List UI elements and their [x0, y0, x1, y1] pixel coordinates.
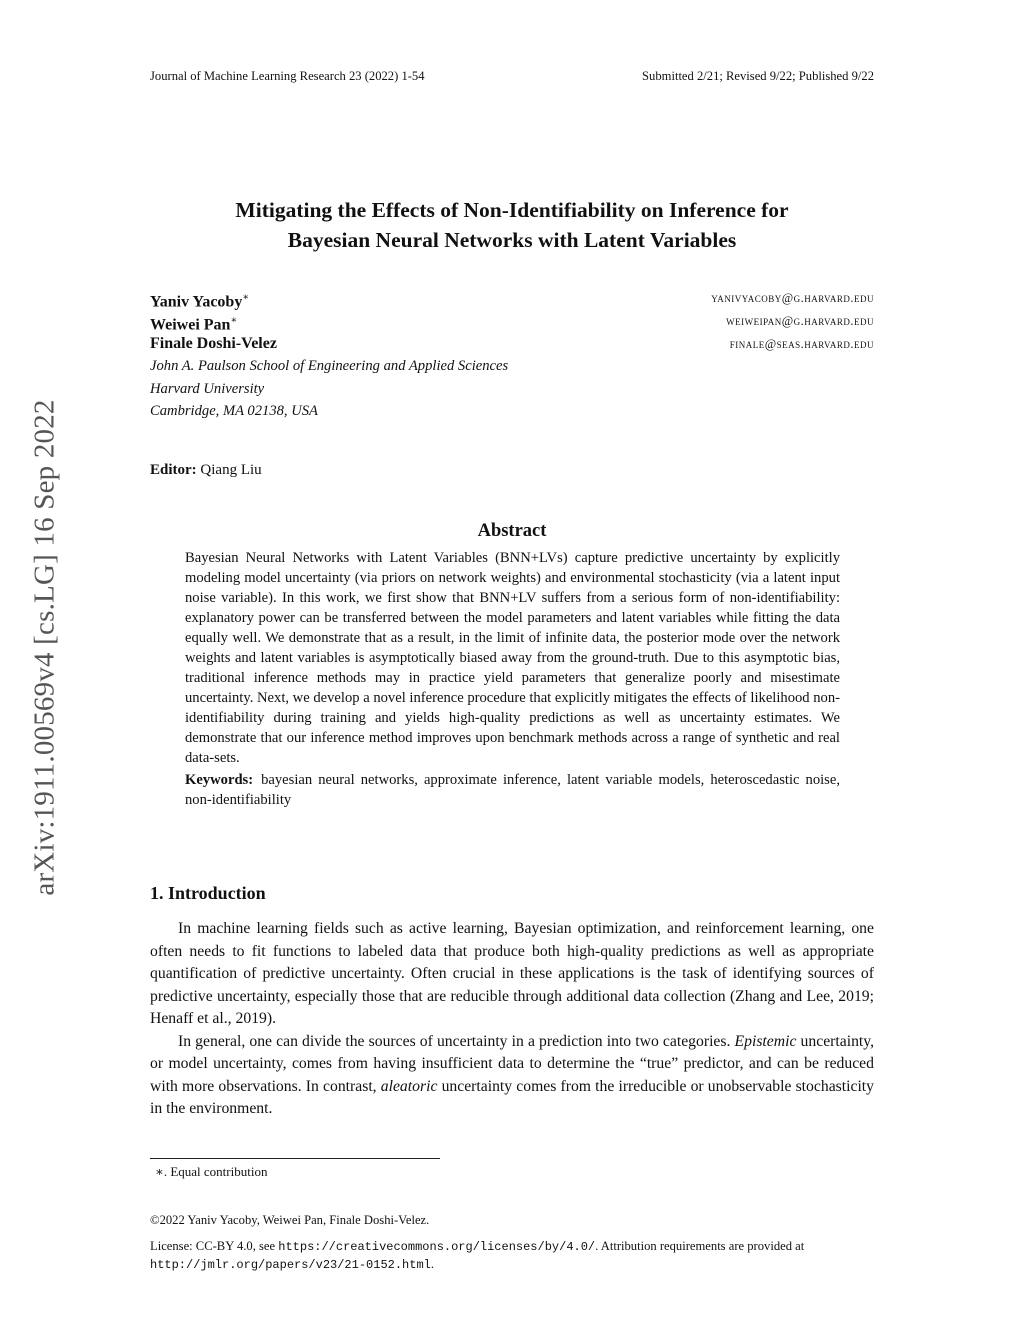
author-name [150, 311, 237, 335]
author-email[interactable]: weiweipan@g.harvard.edu [726, 314, 874, 328]
arxiv-identifier[interactable]: arXiv:1911.00569v4 [cs.LG] 16 Sep 2022 [28, 398, 61, 896]
abstract-body [185, 548, 840, 810]
intro-paragraph-2 [150, 1031, 874, 1121]
intro-paragraph-1: In machine learning fields such as active learning, Bayesian optimization, and reinforcement learning, one often needs to fit functions to labeled data that produce both high-quality predictions as well as appropriate quantification of predictive uncertainty. Often crucial in these applications is the task of identifying sources of predictive uncertainty, especially those that are reducible through additional data collection (Zhang and Lee, 2019; Henaff et al., 2019). [150, 920, 874, 1027]
journal-running-head: Journal of Machine Learning Research 23 (2022) 1-54 [150, 69, 425, 83]
editor-line [150, 460, 262, 480]
intro-p2-text-c: uncertainty comes from the irreducible or unobservable stochasticity in the environment. [150, 1077, 875, 1117]
author-name-text: Finale Doshi-Velez [150, 335, 277, 352]
section-heading-introduction: 1. Introduction [150, 883, 266, 903]
affiliation-school: John A. Paulson School of Engineering and Applied Sciences [150, 358, 509, 374]
term-epistemic: Epistemic [734, 1032, 797, 1050]
author-name [150, 288, 249, 312]
abstract-text: Bayesian Neural Networks with Latent Variables (BNN+LVs) capture predictive uncertainty by explicitly modeling model uncertainty (via priors on network weights) and environmental stochasticity (via a latent input noise variable). In this work, we first show that BNN+LV suffers from a serious form of non-identifiability: explanatory power can be transferred between the model parameters and latent variables while fitting the data equally well. We demonstrate that as a result, in the limit of infinite data, the posterior mode over the network weights and latent variables is asymptotically biased away from the ground-truth. Due to this asymptotic bias, traditional inference methods may in practice yield parameters that generalize poorly and misestimate uncertainty. Next, we develop a novel inference procedure that explicitly mitigates the effects of likelihood non-identifiability during training and yields high-quality predictions as well as uncertainty estimates. We demonstrate that our inference method improves upon benchmark methods across a range of synthetic and real data-sets. [185, 550, 840, 766]
license-notice [150, 1238, 874, 1273]
submission-dates: Submitted 2/21; Revised 9/22; Published 9/22 [642, 69, 874, 83]
title-line-2: Bayesian Neural Networks with Latent Variables [287, 228, 737, 252]
editor-label: Editor: [150, 462, 197, 478]
intro-p2-text-a: In general, one can divide the sources of uncertainty in a prediction into two categories. [178, 1032, 731, 1050]
equal-contribution-mark: ∗ [230, 315, 238, 326]
keywords-list: bayesian neural networks, approximate inference, latent variable models, heteroscedastic noise, non-identifiability [185, 772, 840, 808]
license-middle: . Attribution requirements are provided at [595, 1239, 805, 1253]
affiliation-university: Harvard University [150, 381, 265, 397]
license-prefix: License: CC-BY 4.0, see [150, 1239, 276, 1253]
author-name-text: Weiwei Pan [150, 316, 231, 334]
title-line-1: Mitigating the Effects of Non-Identifiability on Inference for [235, 198, 789, 222]
author-email[interactable]: finale@seas.harvard.edu [729, 337, 874, 351]
keywords [185, 770, 840, 810]
author-name [150, 334, 277, 354]
paper-url-link[interactable]: http://jmlr.org/papers/v23/21-0152.html [150, 1257, 431, 1272]
affiliation-address: Cambridge, MA 02138, USA [150, 403, 318, 419]
abstract-heading: Abstract [477, 521, 547, 541]
footnote-divider [150, 1158, 440, 1159]
author-name-text: Yaniv Yacoby [150, 293, 243, 311]
license-url-link[interactable]: https://creativecommons.org/licenses/by/4.0/ [278, 1240, 596, 1254]
editor-name: Qiang Liu [200, 462, 262, 478]
keywords-label: Keywords: [185, 772, 254, 788]
introduction-body [150, 918, 874, 1121]
arxiv-side-stamp [22, 356, 68, 938]
license-suffix: . [430, 1256, 435, 1271]
copyright-notice: ©2022 Yaniv Yacoby, Weiwei Pan, Finale Doshi-Velez. [150, 1213, 430, 1227]
paper-title [150, 195, 874, 255]
author-email[interactable]: yanivyacoby@g.harvard.edu [711, 291, 874, 305]
equal-contribution-mark: ∗ [242, 292, 250, 303]
footnote-equal-contribution: ∗. Equal contribution [155, 1164, 268, 1179]
intro-p2-text-b: uncertainty, or model uncertainty, comes from having insufficient data to determine the “true” predictor, and can be reduced with more observations. In contrast, [150, 1032, 875, 1095]
term-aleatoric: aleatoric [380, 1077, 438, 1095]
